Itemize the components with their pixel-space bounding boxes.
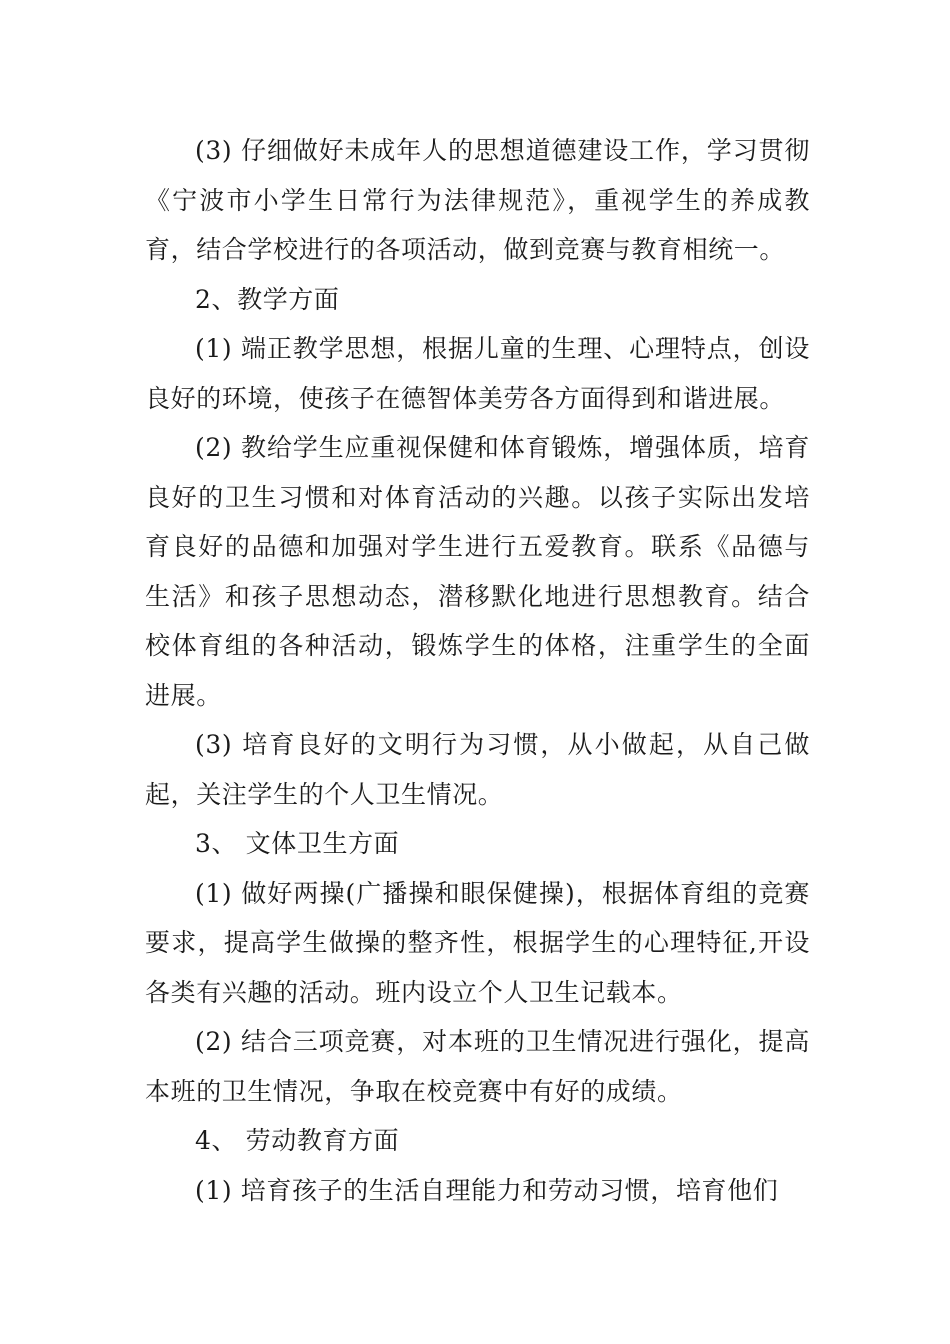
paragraph: (3) 培育良好的文明行为习惯，从小做起，从自己做起，关注学生的个人卫生情况。: [145, 730, 810, 809]
paragraph: (1) 端正教学思想，根据儿童的生理、心理特点，创设良好的环境，使孩子在德智体美劳各方面得到和谐进展。: [145, 334, 810, 413]
section-heading: 2、教学方面: [195, 284, 340, 314]
document-body: [145, 126, 810, 1215]
paragraph: (1) 培育孩子的生活自理能力和劳动习惯，培育他们: [195, 1175, 779, 1205]
paragraph: (1) 做好两操(广播操和眼保健操)，根据体育组的竞赛要求，提高学生做操的整齐性，根据学生的心理特征,开设各类有兴趣的活动。班内设立个人卫生记载本。: [145, 878, 810, 1007]
paragraph: (2) 结合三项竞赛，对本班的卫生情况进行强化，提高本班的卫生情况，争取在校竞赛中有好的成绩。: [145, 1027, 810, 1106]
paragraph: (2) 教给学生应重视保健和体育锻炼，增强体质，培育良好的卫生习惯和对体育活动的兴趣。以孩子实际出发培育良好的品德和加强对学生进行五爱教育。联系《品德与生活》和孩子思想动态，潜移默化地进行思想教育。结合校体育组的各种活动，锻炼学生的体格，注重学生的全面进展。: [145, 433, 810, 710]
paragraph: (3) 仔细做好未成年人的思想道德建设工作，学习贯彻《宁波市小学生日常行为法律规范》，重视学生的养成教育，结合学校进行的各项活动，做到竞赛与教育相统一。: [145, 136, 810, 264]
section-heading: 4、 劳动教育方面: [195, 1126, 400, 1155]
section-heading: 3、 文体卫生方面: [195, 829, 400, 858]
